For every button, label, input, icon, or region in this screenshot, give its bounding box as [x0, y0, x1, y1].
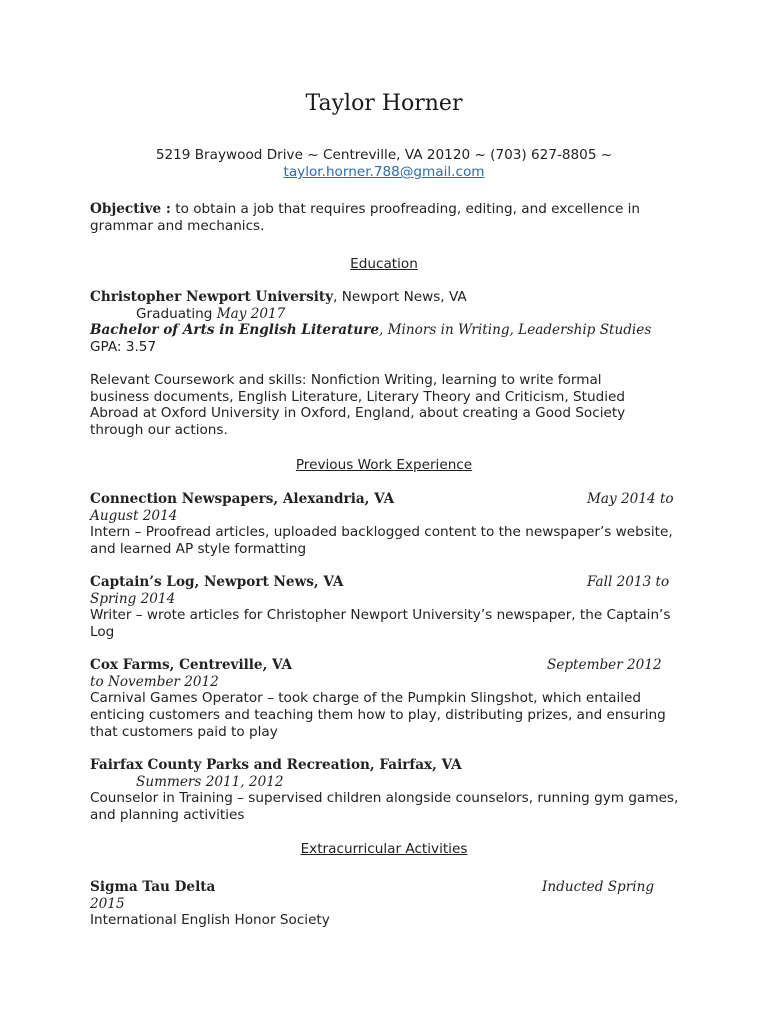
job-date-cont: to November 2012: [90, 673, 219, 690]
activity-entry: [90, 879, 680, 929]
education-heading: Education: [350, 256, 418, 272]
job-desc: Intern – Proofread articles, uploaded backlogged content to the newspaper’s website, and learned AP style formatting: [90, 524, 673, 558]
objective-label: Objective :: [90, 201, 171, 217]
job-org: Fairfax County Parks and Recreation, Fairfax, VA: [90, 757, 462, 773]
job-date-cont: Spring 2014: [90, 590, 176, 607]
job-date: September 2012: [547, 657, 662, 673]
gpa: GPA: 3.57: [90, 339, 157, 356]
graduating-date: May 2017: [216, 305, 286, 322]
work-heading: Previous Work Experience: [295, 457, 473, 473]
school-name: Christopher Newport University: [90, 289, 334, 305]
graduating-label: Graduating: [136, 305, 217, 322]
activity-org: Sigma Tau Delta: [90, 879, 216, 895]
job-org: Cox Farms, Centreville, VA: [90, 657, 293, 673]
contact-address: 5219 Braywood Drive ~ Centreville, VA 20120 ~ (703) 627-8805 ~: [155, 147, 613, 163]
objective: [90, 201, 680, 234]
job-desc: Counselor in Training – supervised children alongside counselors, running gym games, and planning activities: [90, 790, 679, 824]
job-entry: [90, 491, 680, 558]
activity-date-cont: 2015: [90, 895, 125, 912]
job-entry: [90, 757, 680, 824]
degree: Bachelor of Arts in English Literature: [90, 322, 379, 339]
contact-info: [0, 147, 768, 181]
activities-heading: Extracurricular Activities: [300, 841, 468, 857]
job-date-cont: August 2014: [90, 507, 178, 524]
job-entry: [90, 657, 680, 741]
education-section: [90, 289, 680, 439]
objective-text: to obtain a job that requires proofreading, editing, and excellence in grammar and mechanics.: [90, 201, 641, 234]
activity-desc: International English Honor Society: [90, 912, 330, 929]
job-org: Captain’s Log, Newport News, VA: [90, 574, 344, 590]
job-desc: Writer – wrote articles for Christopher Newport University’s newspaper, the Captain’s Log: [90, 607, 671, 641]
coursework: Relevant Coursework and skills: Nonfiction Writing, learning to write formal business documents, English Literature, Literary Theory and Criticism, Studied Abroad at Oxford University in Oxford, England, about creating a Good Society through our actions.: [90, 371, 626, 438]
activity-date: Inducted Spring: [542, 879, 655, 895]
job-entry: [90, 574, 680, 641]
minors: , Minors in Writing, Leadership Studies: [378, 322, 652, 339]
job-date: May 2014 to: [587, 491, 674, 507]
job-date-cont: Summers 2011, 2012: [136, 773, 284, 790]
job-org: Connection Newspapers, Alexandria, VA: [90, 491, 395, 507]
school-location: , Newport News, VA: [333, 289, 467, 305]
job-date: Fall 2013 to: [587, 574, 670, 590]
job-desc: Carnival Games Operator – took charge of the Pumpkin Slingshot, which entailed enticing customers and teaching them how to play, distributing prizes, and ensuring that customers paid to play: [90, 690, 666, 740]
resume-name: Taylor Horner: [305, 91, 463, 116]
email-link[interactable]: taylor.horner.788@gmail.com: [283, 164, 485, 180]
